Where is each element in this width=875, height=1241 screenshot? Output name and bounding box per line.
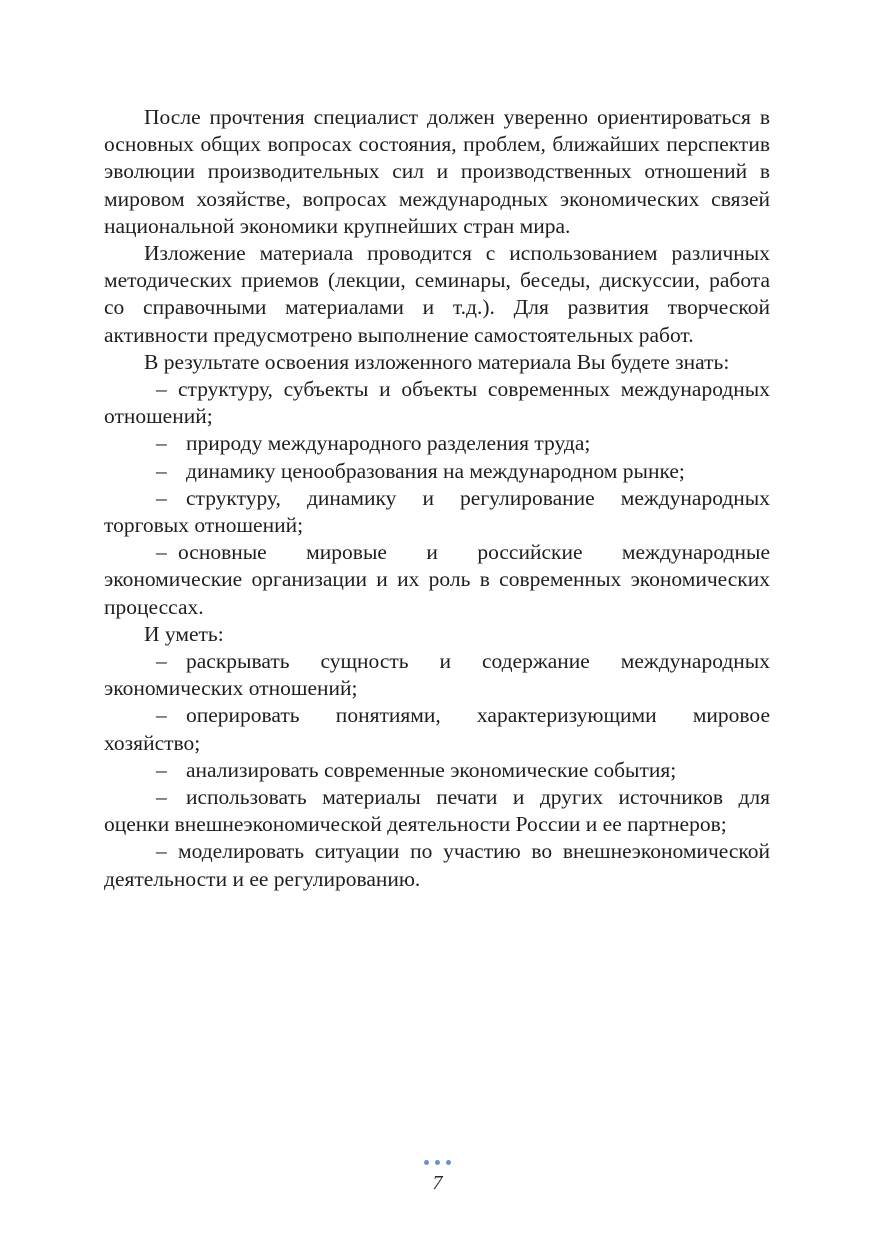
ornament-dots-icon — [424, 1160, 451, 1165]
dash-marker: – — [156, 785, 167, 810]
list-item — [104, 430, 770, 457]
list-item-text: раскрывать сущность и содержание международных экономических отношений; — [104, 649, 770, 701]
page-body — [104, 104, 770, 893]
dot-icon — [435, 1160, 440, 1165]
list-item — [104, 485, 770, 539]
page-footer — [0, 1152, 875, 1194]
skills-lead-paragraph: И уметь: — [144, 621, 224, 646]
list-item-text: динамику ценообразования на международном рынке; — [186, 458, 685, 483]
dot-icon — [424, 1160, 429, 1165]
know-list — [104, 376, 770, 621]
dash-marker: – — [156, 485, 167, 510]
list-item-text: использовать материалы печати и других источников для оценки внешнеэкономической деятельности России и ее партнеров; — [104, 785, 770, 837]
list-item-text: основные мировые и российские международные экономические организации и их роль в современных экономических процессах. — [104, 540, 770, 619]
dash-marker: – — [156, 458, 167, 483]
list-item-text: оперировать понятиями, характеризующими мировое хозяйство; — [104, 703, 770, 755]
dash-marker: – — [156, 757, 167, 782]
dot-icon — [446, 1160, 451, 1165]
list-item — [104, 784, 770, 838]
list-item — [104, 539, 770, 621]
dash-marker: – — [156, 431, 167, 456]
list-item — [104, 838, 770, 892]
intro-paragraph: После прочтения специалист должен уверенно ориентироваться в основных общих вопросах состояния, проблем, ближайших перспектив эволюции производительных сил и производственных отношений в мировом хозяйстве, вопросах международных экономических связей национальной экономики крупнейших стран мира. — [104, 105, 770, 238]
dash-marker: – — [156, 703, 167, 728]
skill-list — [104, 648, 770, 893]
list-item — [104, 458, 770, 485]
list-item-text: анализировать современные экономические события; — [186, 757, 677, 782]
page-number: 7 — [432, 1172, 443, 1194]
dash-marker: – — [156, 649, 167, 674]
methods-paragraph: Изложение материала проводится с использованием различных методических приемов (лекции, семинары, беседы, дискуссии, работа со справочными материалами и т.д.). Для развития творческой активности предусмотрено выполнение самостоятельных работ. — [104, 241, 770, 347]
dash-marker: – — [156, 377, 167, 402]
list-item-text: структуру, субъекты и объекты современных международных отношений; — [104, 377, 770, 429]
list-item — [104, 702, 770, 756]
list-item — [104, 648, 770, 702]
list-item — [104, 376, 770, 430]
list-item — [104, 757, 770, 784]
dash-marker: – — [156, 540, 167, 565]
list-item-text: моделировать ситуации по участию во внешнеэкономической деятельности и ее регулированию. — [104, 839, 770, 891]
dash-marker: – — [156, 839, 167, 864]
list-item-text: природу международного разделения труда; — [186, 431, 591, 456]
list-item-text: структуру, динамику и регулирование международных торговых отношений; — [104, 485, 770, 538]
know-lead-paragraph: В результате освоения изложенного материала Вы будете знать: — [144, 349, 730, 374]
